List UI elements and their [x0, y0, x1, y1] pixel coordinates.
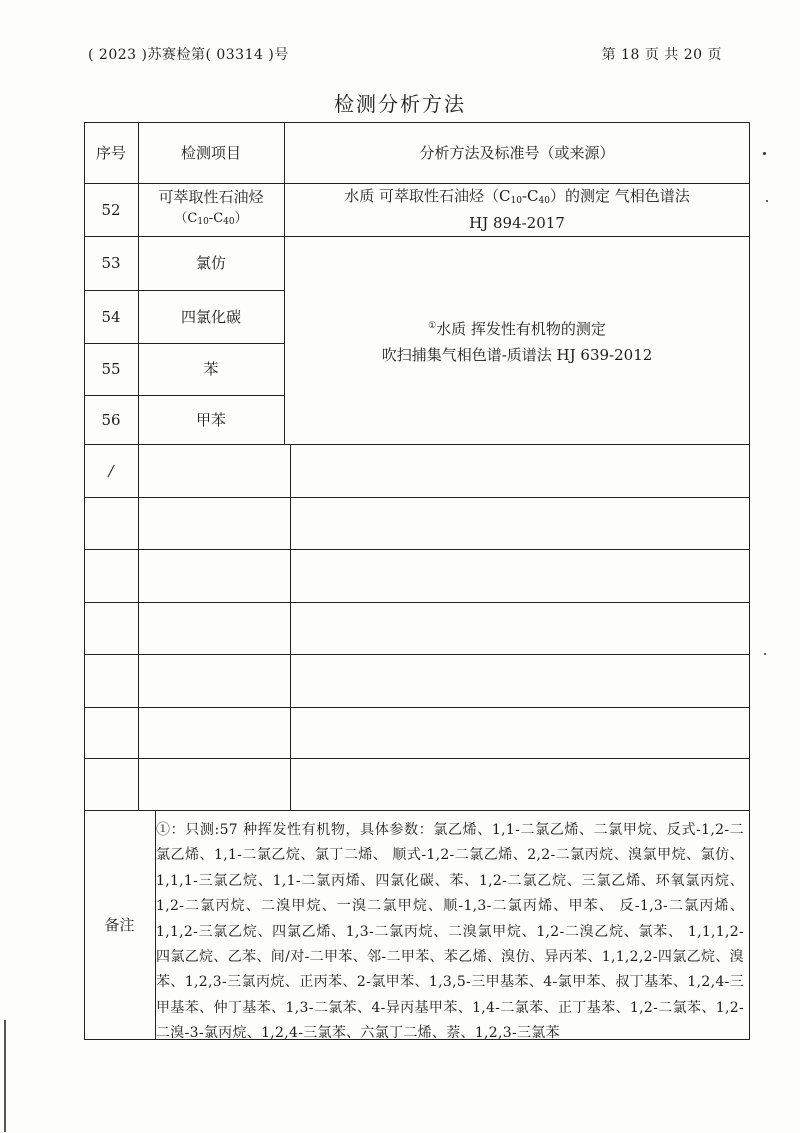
row-divider: [84, 758, 750, 759]
table-row-item: 四氯化碳: [180, 307, 241, 326]
table-row-number: /: [108, 461, 114, 480]
table-row-method: 水质 可萃取性石油烃$(C_{10}-C_{40})$的测定 气相色谱法 HJ 894-2017: [344, 187, 690, 232]
scan-speck: [764, 653, 766, 655]
table-row-number: 56: [101, 410, 121, 429]
row-divider: [84, 602, 750, 603]
row-divider: [84, 707, 750, 708]
table-row-number: 54: [101, 307, 121, 326]
column-header-item: 检测项目: [180, 143, 241, 162]
table-row-number: 52: [101, 200, 121, 219]
scan-speck: [766, 200, 768, 202]
footnote-marker: ①: [428, 320, 437, 331]
row-divider: [84, 497, 750, 498]
table-row-item: 氯仿: [195, 254, 226, 272]
scan-edge-mark: [4, 1020, 6, 1132]
table-row-number: 55: [101, 360, 121, 378]
page-title: 检测分析方法: [334, 92, 466, 116]
table-row-number: 53: [101, 254, 121, 272]
report-number: ( 2023 )苏赛检第( 03314 )号: [88, 47, 289, 63]
table-row-item: 可萃取性石油烃 $(C_{10}-C_{40})$: [158, 188, 264, 227]
row-divider: [84, 549, 750, 550]
scan-speck: [763, 152, 766, 155]
remark-text: ①：只测:57 种挥发性有机物，具体参数：氯乙烯、1,1-二氯乙烯、二氯甲烷、反式-1,2-二氯乙烯、1,1-二氯乙烷、氯丁二烯、 顺式-1,2-二氯乙烯、2,2-二氯丙烷、溴氯甲烷、氯仿、1,1,1-三氯乙烷、1,1-二氯丙烯、四氯化碳、苯、1,2-二氯乙烷、三氯乙烯、环氧氯丙烷、1,2-二氯丙烷、二溴甲烷、一溴二氯甲烷、顺-1,3-二氯丙烯、甲苯、 反-1,3-二氯丙烯、1,1,2-三氯乙烷、四氯乙烯、1,3-二氯丙烷、二溴氯甲烷、1,2-二溴乙烷、氯苯、 1,1,1,2-四氯乙烷、乙苯、间/对-二甲苯、邻-二甲苯、苯乙烯、溴仿、异丙苯、1,1,2,2-四氯乙烷、溴苯、1,2,3-三氯丙烷、正丙苯、2-氯甲苯、1,3,5-三甲基苯、4-氯甲苯、叔丁基苯、1,2,4-三甲基苯、仲丁基苯、1,3-二氯苯、4-异丙基甲苯、1,4-二氯苯、正丁基苯、1,2-二氯苯、1,2-二溴-3-氯丙烷、1,2,4-三氯苯、六氯丁二烯、萘、1,2,3-三氯苯: [156, 822, 744, 1042]
remark-label: 备注: [104, 916, 135, 934]
table-row-method-merged: ①水质 挥发性有机物的测定 吹扫捕集气相色谱-质谱法 HJ 639-2012: [381, 319, 653, 364]
row-divider: [84, 810, 750, 811]
column-header-number: 序号: [95, 143, 126, 162]
column-header-method: 分析方法及标准号（或来源）: [419, 143, 615, 162]
table-row-item: 甲苯: [195, 410, 226, 429]
row-divider: [84, 654, 750, 655]
row-divider: [84, 444, 750, 445]
table-row-item: 苯: [203, 360, 219, 378]
page-indicator: 第 18 页 共 20 页: [601, 47, 722, 63]
column-divider: [290, 444, 291, 810]
